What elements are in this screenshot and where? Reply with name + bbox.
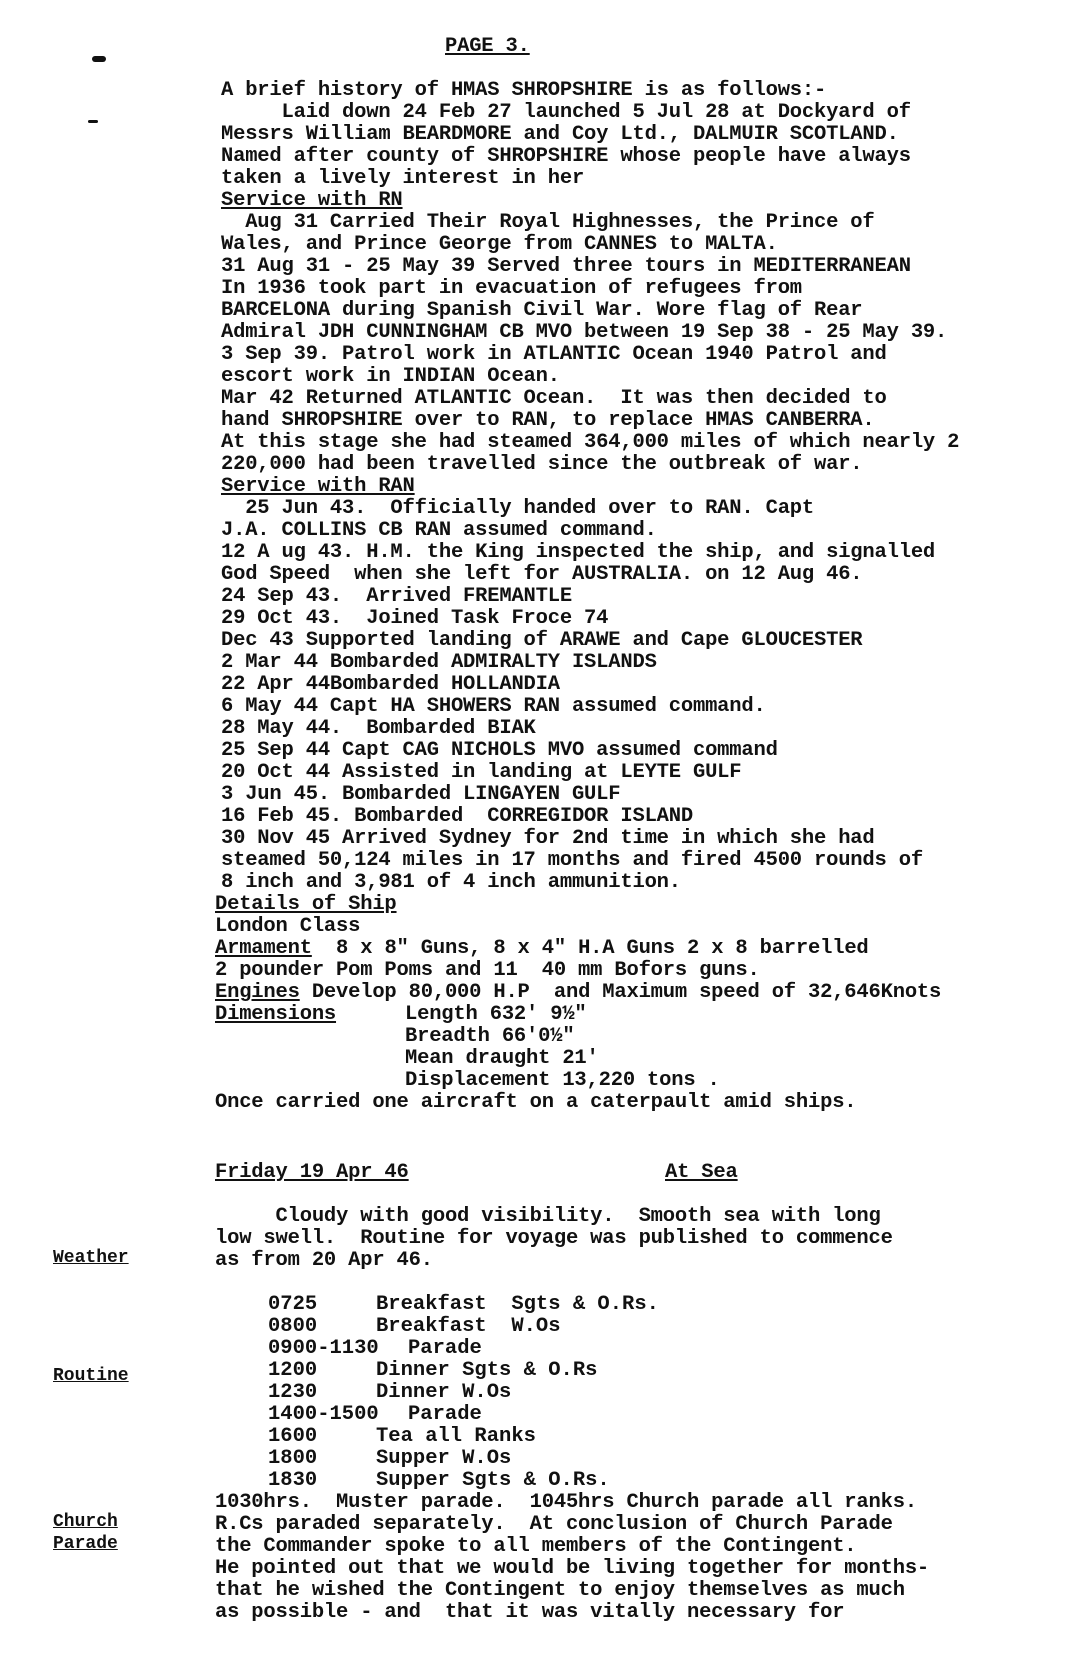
dimension-line: Mean draught 21' <box>405 1047 599 1070</box>
church-line: as possible - and that it was vitally necessary for <box>215 1601 845 1624</box>
routine-time: 1200 <box>268 1359 318 1382</box>
rn-service-line: Aug 31 Carried Their Royal Highnesses, the Prince of <box>221 211 875 234</box>
ran-service-line: 20 Oct 44 Assisted in landing at LEYTE GULF <box>221 761 742 784</box>
weather-margin-label: Weather <box>53 1248 129 1268</box>
church-line: that he wished the Contingent to enjoy themselves as much <box>215 1579 905 1602</box>
dimension-line: Breadth 66'0½" <box>405 1025 575 1048</box>
entry-date: Friday 19 Apr 46 <box>215 1161 409 1184</box>
rn-service-line: 3 Sep 39. Patrol work in ATLANTIC Ocean 1940 Patrol and <box>221 343 887 366</box>
routine-activity: Tea all Ranks <box>376 1425 536 1448</box>
scan-mark-1 <box>92 56 106 62</box>
routine-activity: Dinner Sgts & O.Rs <box>376 1359 598 1382</box>
rn-service-line: hand SHROPSHIRE over to RAN, to replace HMAS CANBERRA. <box>221 409 875 432</box>
rn-service-line: BARCELONA during Spanish Civil War. Wore flag of Rear <box>221 299 863 322</box>
church-margin-label-1: Church <box>53 1512 118 1532</box>
aircraft-line: Once carried one aircraft on a caterpault amid ships. <box>215 1091 857 1114</box>
routine-activity: Supper W.Os <box>376 1447 512 1470</box>
armament-label: Armament <box>215 937 312 960</box>
rn-service-line: 220,000 had been travelled since the outbreak of war. <box>221 453 863 476</box>
ran-service-line: 25 Jun 43. Officially handed over to RAN. Capt <box>221 497 814 520</box>
dimension-line: Displacement 13,220 tons . <box>405 1069 720 1092</box>
history-line: Laid down 24 Feb 27 launched 5 Jul 28 at Dockyard of <box>221 101 911 124</box>
ran-service-line: 25 Sep 44 Capt CAG NICHOLS MVO assumed command <box>221 739 778 762</box>
rn-service-line: 31 Aug 31 - 25 May 39 Served three tours in MEDITERRANEAN <box>221 255 911 278</box>
engines-row <box>215 982 941 1004</box>
ran-service-line: J.A. COLLINS CB RAN assumed command. <box>221 519 657 542</box>
routine-margin-label: Routine <box>53 1366 129 1386</box>
church-line: the Commander spoke to all members of the Contingent. <box>215 1535 857 1558</box>
rn-service-heading: Service with RN <box>221 189 403 212</box>
ship-details-heading: Details of Ship <box>215 893 397 916</box>
dimensions-label: Dimensions <box>215 1003 337 1026</box>
church-line: 1030hrs. Muster parade. 1045hrs Church parade all ranks. <box>215 1491 917 1514</box>
ran-service-line: 29 Oct 43. Joined Task Froce 74 <box>221 607 609 630</box>
ran-service-heading: Service with RAN <box>221 475 415 498</box>
ran-service-line: 8 inch and 3,981 of 4 inch ammunition. <box>221 871 681 894</box>
routine-activity: Parade <box>408 1337 482 1360</box>
routine-time: 1800 <box>268 1447 318 1470</box>
routine-activity: Supper Sgts & O.Rs. <box>376 1469 610 1492</box>
history-line: Messrs William BEARDMORE and Coy Ltd., DALMUIR SCOTLAND. <box>221 123 899 146</box>
ran-service-line: 12 A ug 43. H.M. the King inspected the ship, and signalled <box>221 541 936 564</box>
ran-service-line: 22 Apr 44Bombarded HOLLANDIA <box>221 673 560 696</box>
weather-line: low swell. Routine for voyage was published to commence <box>215 1227 893 1250</box>
rn-service-line: In 1936 took part in evacuation of refugees from <box>221 277 802 300</box>
ran-service-line: God Speed when she left for AUSTRALIA. on 12 Aug 46. <box>221 563 863 586</box>
ran-service-line: 6 May 44 Capt HA SHOWERS RAN assumed command. <box>221 695 766 718</box>
routine-time: 1400-1500 <box>268 1403 379 1426</box>
rn-service-line: Mar 42 Returned ATLANTIC Ocean. It was then decided to <box>221 387 887 410</box>
rn-service-line: Admiral JDH CUNNINGHAM CB MVO between 19 Sep 38 - 25 May 39. <box>221 321 948 344</box>
history-intro: A brief history of HMAS SHROPSHIRE is as follows:- <box>221 79 827 102</box>
routine-time: 0725 <box>268 1293 318 1316</box>
history-line: Named after county of SHROPSHIRE whose people have always <box>221 145 911 168</box>
entry-location: At Sea <box>665 1161 738 1184</box>
armament-row <box>215 938 869 960</box>
ran-service-line: 2 Mar 44 Bombarded ADMIRALTY ISLANDS <box>221 651 657 674</box>
ran-service-line: 28 May 44. Bombarded BIAK <box>221 717 536 740</box>
weather-line: Cloudy with good visibility. Smooth sea with long <box>215 1205 881 1228</box>
church-line: R.Cs paraded separately. At conclusion of Church Parade <box>215 1513 893 1536</box>
routine-activity: Breakfast W.Os <box>376 1315 561 1338</box>
routine-activity: Breakfast Sgts & O.Rs. <box>376 1293 659 1316</box>
scan-mark-2 <box>88 120 98 123</box>
church-line: He pointed out that we would be living together for months- <box>215 1557 930 1580</box>
routine-time: 1600 <box>268 1425 318 1448</box>
history-line: taken a lively interest in her <box>221 167 585 190</box>
church-margin-label-2: Parade <box>53 1534 118 1554</box>
ran-service-line: 30 Nov 45 Arrived Sydney for 2nd time in which she had <box>221 827 875 850</box>
armament-continued: 2 pounder Pom Poms and 11 40 mm Bofors guns. <box>215 959 760 982</box>
page-title: PAGE 3. <box>445 35 530 58</box>
routine-time: 0800 <box>268 1315 318 1338</box>
rn-service-line: At this stage she had steamed 364,000 miles of which nearly 2 <box>221 431 960 454</box>
armament-text: 8 x 8" Guns, 8 x 4" H.A Guns 2 x 8 barrelled <box>311 937 869 960</box>
routine-time: 1230 <box>268 1381 318 1404</box>
routine-time: 0900-1130 <box>268 1337 379 1360</box>
ran-service-line: 24 Sep 43. Arrived FREMANTLE <box>221 585 572 608</box>
ran-service-line: Dec 43 Supported landing of ARAWE and Cape GLOUCESTER <box>221 629 863 652</box>
ran-service-line: 16 Feb 45. Bombarded CORREGIDOR ISLAND <box>221 805 693 828</box>
routine-activity: Dinner W.Os <box>376 1381 512 1404</box>
ran-service-line: steamed 50,124 miles in 17 months and fired 4500 rounds of <box>221 849 923 872</box>
rn-service-line: Wales, and Prince George from CANNES to MALTA. <box>221 233 778 256</box>
routine-time: 1830 <box>268 1469 318 1492</box>
routine-activity: Parade <box>408 1403 482 1426</box>
engines-text: Develop 80,000 H.P and Maximum speed of 32,646Knots <box>299 981 942 1004</box>
ship-class: London Class <box>215 915 361 938</box>
dimension-line: Length 632' 9½" <box>405 1003 587 1026</box>
rn-service-line: escort work in INDIAN Ocean. <box>221 365 560 388</box>
ran-service-line: 3 Jun 45. Bombarded LINGAYEN GULF <box>221 783 621 806</box>
engines-label: Engines <box>215 981 300 1004</box>
weather-line: as from 20 Apr 46. <box>215 1249 433 1272</box>
